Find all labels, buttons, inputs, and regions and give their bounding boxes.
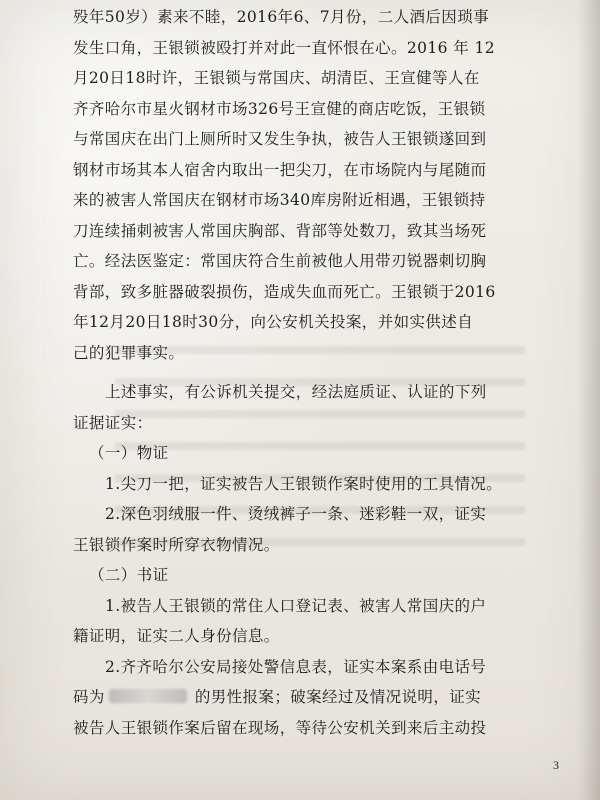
evidence-intro-line: 上述事实，有公诉机关提交，经法庭质证、认证的下列 (105, 383, 487, 401)
body-line: 齐齐哈尔市星火钢材市场326号王宣健的商店吃饭，王银锁 (73, 99, 486, 118)
body-line: 与常国庆在出门上厕所时又发生争执，被告人王银锁遂回到 (73, 130, 487, 148)
body-line: 月20日18时许，王银锁与常国庆、胡清臣、王宣健等人在 (73, 69, 480, 87)
body-line: 殁年50岁）素来不睦，2016年6、7月份，二人酒后因琐事 (73, 8, 489, 26)
body-line: 刀连续捅刺被害人常国庆胸部、背部等处数刀，致其当场死 (73, 221, 487, 240)
evidence-item-line: 王银锁作案时所穿衣物情况。 (73, 535, 280, 554)
body-line: 钢材市场其本人宿舍内取出一把尖刀，在市场院内与尾随而 (73, 160, 487, 179)
section-heading-text: （一）物证 (89, 444, 169, 462)
body-line: 己的犯罪事实。 (73, 343, 185, 362)
paper-edge-shadow (578, 0, 600, 800)
body-line: 被告人王银锁作案后留在现场，等待公安机关到来后主动投 (73, 718, 487, 737)
body-line: 发生口角，王银锁被殴打并对此一直怀恨在心。2016 年 12 (73, 38, 496, 57)
evidence-item-line: 2.齐齐哈尔公安局接处警信息表，证实本案系由电话号 (105, 657, 487, 676)
section-heading-documentary-evidence (73, 560, 538, 591)
evidence-intro-line: 证据证实： (73, 413, 153, 432)
page-number: 3 (553, 758, 559, 772)
redacted-phone-line (73, 682, 538, 713)
body-line: 来的被害人常国庆在钢材市场340库房附近相遇，王银锁持 (73, 191, 486, 209)
section-heading-physical-evidence (73, 438, 538, 469)
redacted-phone-number (109, 689, 187, 703)
evidence-item-line: 2.深色羽绒服一件、烫绒裤子一条、迷彩鞋一双，证实 (105, 505, 487, 523)
phone-suffix-text: 的男性报案；破案经过及情况说明，证实 (194, 688, 482, 706)
evidence-item-line: 籍证明，证实二人身份信息。 (73, 627, 280, 645)
phone-prefix-text: 码为 (73, 688, 105, 706)
evidence-item-line: 1.被告人王银锁的常住人口登记表、被害人常国庆的户 (105, 596, 487, 615)
section-heading-text: （二）书证 (89, 566, 169, 584)
body-line: 背部，致多脏器破裂损伤，造成失血而死亡。王银锁于2016 (73, 282, 496, 301)
document-body (73, 2, 538, 743)
body-line: 亡。经法医鉴定：常国庆符合生前被他人用带刃锐器刺切胸 (73, 252, 487, 270)
body-line: 年12月20日18时30分，向公安机关投案，并如实供述自 (73, 313, 474, 331)
evidence-item-line: 1.尖刀一把，证实被告人王银锁作案时使用的工具情况。 (105, 474, 503, 493)
